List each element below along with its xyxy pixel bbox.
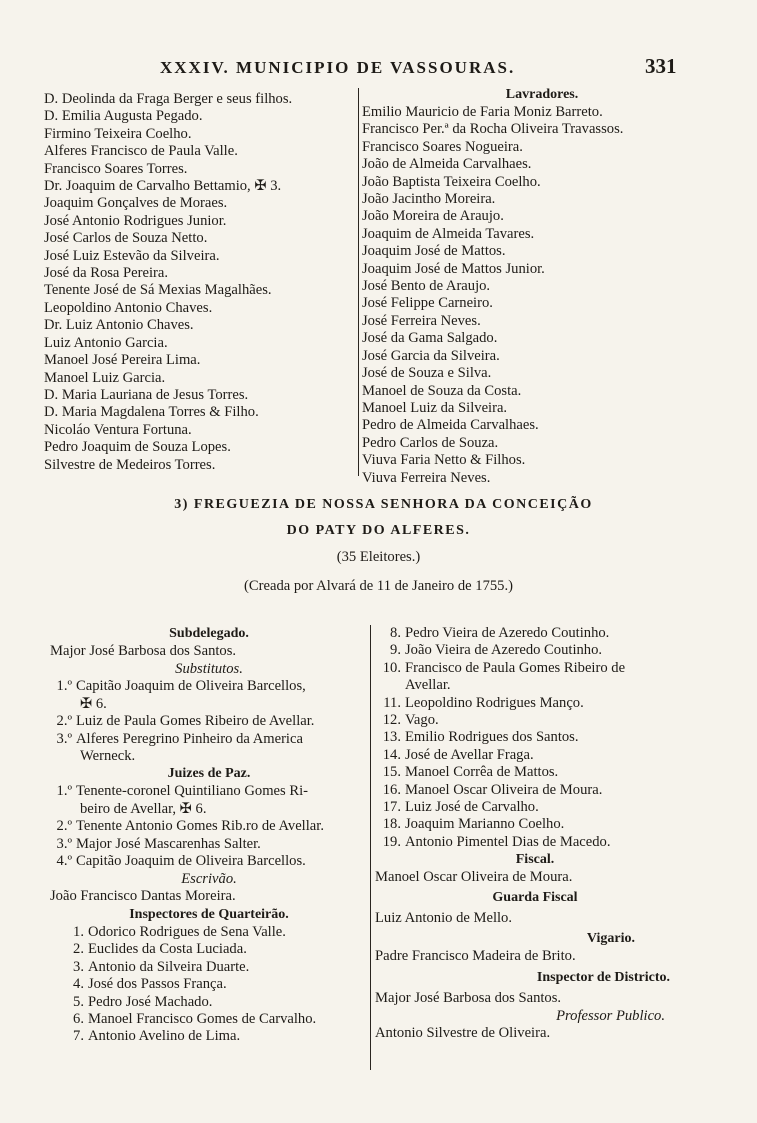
page-number: 331 — [645, 54, 677, 78]
substituto-entry — [50, 713, 368, 730]
entry-continuation: Avellar. — [405, 677, 451, 694]
inspector-entry — [375, 660, 695, 677]
entry-number: 2. — [73, 941, 84, 958]
entry-number: 1.º — [56, 678, 72, 695]
entry-text: Alferes Peregrino Pinheiro da America — [76, 730, 303, 747]
inspector-entry — [62, 959, 368, 976]
entry-text: Pedro José Machado. — [88, 993, 213, 1010]
top-right-column — [362, 86, 692, 487]
entry-text: José de Avellar Fraga. — [405, 746, 534, 763]
substituto-entry — [50, 678, 368, 695]
entry-text: Manoel Francisco Gomes de Carvalho. — [88, 1010, 317, 1027]
resident-entry: Joaquim Gonçalves de Moraes. — [44, 195, 228, 212]
entry-number: 12. — [382, 712, 401, 729]
running-title: XXXIV. MUNICIPIO DE VASSOURAS. — [160, 58, 516, 77]
entry-number: 18. — [382, 816, 401, 833]
inspector-entry — [62, 976, 368, 993]
substitutos-heading: Substitutos. — [175, 661, 243, 678]
column-divider-top — [358, 88, 359, 476]
entry-text: José dos Passos França. — [88, 976, 227, 993]
lavradores-heading: Lavradores. — [505, 87, 579, 102]
resident-entry: Leopoldino Antonio Chaves. — [44, 299, 213, 316]
vigario-name: Padre Francisco Madeira de Brito. — [375, 948, 576, 965]
subdelegado-name: Major José Barbosa dos Santos. — [50, 643, 237, 659]
column-divider-bottom — [370, 625, 371, 1070]
entry-text: Pedro Vieira de Azeredo Coutinho. — [405, 625, 610, 641]
lavrador-entry: Joaquim de Almeida Tavares. — [362, 225, 535, 242]
lavrador-entry: Pedro de Almeida Carvalhaes. — [362, 417, 539, 434]
entry-text: Joaquim Marianno Coelho. — [405, 816, 565, 833]
entry-text: Euclides da Costa Luciada. — [88, 941, 247, 958]
inspector-entry — [375, 816, 695, 833]
top-left-column — [44, 91, 354, 474]
lavrador-entry: José Felippe Carneiro. — [362, 295, 493, 312]
escrivao-name: João Francisco Dantas Moreira. — [50, 888, 236, 905]
entry-number: 19. — [382, 833, 401, 850]
entry-number: 4.º — [56, 853, 72, 870]
resident-entry: Silvestre de Medeiros Torres. — [44, 456, 216, 473]
fiscal-name: Manoel Oscar Oliveira de Moura. — [375, 869, 573, 886]
inspector-entry — [62, 994, 368, 1011]
entry-text: Capitão Joaquim de Oliveira Barcellos. — [76, 853, 306, 870]
lavrador-entry: José Bento de Araujo. — [362, 278, 491, 295]
entry-text: João Vieira de Azeredo Coutinho. — [405, 642, 603, 659]
entry-number: 4. — [73, 976, 84, 993]
inspector-entry — [375, 712, 695, 729]
resident-entry: Luiz Antonio Garcia. — [44, 334, 168, 351]
resident-entry: Dr. Luiz Antonio Chaves. — [44, 317, 194, 334]
resident-entry: Francisco Soares Torres. — [44, 160, 188, 177]
guarda-heading: Guarda Fiscal — [492, 889, 578, 905]
inspector-entry — [62, 1028, 368, 1045]
lavrador-entry: Joaquim José de Mattos. — [362, 243, 506, 260]
entry-number: 7. — [73, 1028, 84, 1045]
entry-text: Major José Mascarenhas Salter. — [76, 835, 261, 852]
creation-note: (Creada por Alvará de 11 de Janeiro de 1755.) — [244, 578, 513, 594]
entry-number: 8. — [390, 625, 401, 641]
lavrador-entry: Francisco Per.ª da Rocha Oliveira Travassos. — [362, 121, 624, 138]
substituto-entry — [50, 731, 368, 748]
entry-text: Odorico Rodrigues de Sena Valle. — [88, 923, 286, 940]
resident-entry: José Antonio Rodrigues Junior. — [44, 212, 227, 229]
resident-entry: D. Emilia Augusta Pegado. — [44, 108, 203, 125]
entry-number: 9. — [390, 642, 401, 659]
entry-text: Manoel Corrêa de Mattos. — [405, 764, 559, 781]
lavrador-entry: José Ferreira Neves. — [362, 312, 481, 329]
lavrador-entry: João Moreira de Araujo. — [362, 208, 504, 225]
entry-text: Tenente Antonio Gomes Rib.ro de Avellar. — [76, 818, 324, 835]
juiz-entry — [50, 783, 368, 800]
lavrador-entry: João Baptista Teixeira Coelho. — [362, 173, 541, 190]
inspector-entry — [375, 729, 695, 746]
resident-entry: D. Deolinda da Fraga Berger e seus filhos. — [44, 91, 293, 107]
section-heading — [0, 497, 757, 595]
fiscal-heading: Fiscal. — [515, 852, 555, 868]
vigario-heading: Vigario. — [586, 931, 635, 947]
entry-number: 3. — [73, 958, 84, 975]
entry-text: Francisco de Paula Gomes Ribeiro de — [405, 659, 626, 676]
guarda-name: Luiz Antonio de Mello. — [375, 909, 513, 926]
lavrador-entry: José Garcia da Silveira. — [362, 347, 500, 364]
resident-entry: Firmino Teixeira Coelho. — [44, 125, 192, 142]
juiz-entry — [50, 836, 368, 853]
lavrador-entry: Manoel de Souza da Costa. — [362, 382, 522, 399]
inspector-entry — [375, 642, 695, 659]
lavrador-entry: José de Souza e Silva. — [362, 365, 492, 382]
inspectores-list-continued — [375, 625, 695, 851]
subdelegado-heading: Subdelegado. — [169, 626, 249, 641]
inspector-entry — [375, 764, 695, 781]
inspector-entry — [375, 782, 695, 799]
entry-continuation: beiro de Avellar, ✠ 6. — [80, 800, 207, 817]
lavrador-entry: José da Gama Salgado. — [362, 330, 498, 347]
section-title-line2: DO PATY DO ALFERES. — [286, 523, 471, 538]
entry-text: Leopoldino Rodrigues Manço. — [405, 694, 584, 711]
lavrador-entry: Viuva Ferreira Neves. — [362, 469, 491, 486]
electors-count: (35 Eleitores.) — [336, 549, 421, 565]
lavrador-entry: Pedro Carlos de Souza. — [362, 434, 499, 451]
inspectores-list — [50, 924, 368, 1046]
inspector-entry — [62, 924, 368, 941]
entry-number: 16. — [382, 781, 401, 798]
entry-continuation: Werneck. — [80, 748, 136, 765]
lavrador-entry: Francisco Soares Nogueira. — [362, 138, 523, 155]
entry-text: Vago. — [405, 712, 439, 729]
inspector-entry — [375, 834, 695, 851]
resident-entry: Alferes Francisco de Paula Valle. — [44, 143, 238, 160]
entry-text: Luiz de Paula Gomes Ribeiro de Avellar. — [76, 713, 315, 730]
lavrador-entry: Viuva Faria Netto & Filhos. — [362, 452, 526, 469]
inspector-entry — [62, 1011, 368, 1028]
entry-text: Antonio Pimentel Dias de Macedo. — [405, 833, 611, 850]
bottom-left-column — [50, 625, 368, 1046]
entry-number: 3.º — [56, 730, 72, 747]
entry-text: Capitão Joaquim de Oliveira Barcellos, — [76, 678, 306, 695]
entry-number: 3.º — [56, 835, 72, 852]
entry-number: 17. — [382, 799, 401, 816]
juiz-entry — [50, 853, 368, 870]
lavrador-entry: João de Almeida Carvalhaes. — [362, 156, 532, 173]
entry-continuation: ✠ 6. — [80, 695, 107, 712]
inspectores-heading: Inspectores de Quarteirão. — [129, 906, 289, 922]
entry-text: Manoel Oscar Oliveira de Moura. — [405, 781, 603, 798]
lavrador-entry: Manoel Luiz da Silveira. — [362, 399, 508, 416]
resident-entry: José Carlos de Souza Netto. — [44, 230, 208, 247]
resident-entry: Manoel Luiz Garcia. — [44, 369, 166, 386]
lavradores-list — [362, 104, 692, 487]
resident-entry: D. Maria Magdalena Torres & Filho. — [44, 404, 259, 421]
resident-entry: Manoel José Pereira Lima. — [44, 352, 201, 369]
entry-number: 1. — [73, 923, 84, 940]
professor-heading: Professor Publico. — [556, 1007, 665, 1024]
entry-number: 1.º — [56, 783, 72, 800]
inspector-entry — [375, 799, 695, 816]
substitutos-list — [50, 678, 368, 765]
entry-text: Emilio Rodrigues dos Santos. — [405, 729, 579, 746]
entry-number: 2.º — [56, 818, 72, 835]
resident-entry: José Luiz Estevão da Silveira. — [44, 247, 220, 264]
resident-entry: José da Rosa Pereira. — [44, 265, 169, 282]
entry-number: 13. — [382, 729, 401, 746]
bottom-right-column — [375, 625, 695, 1042]
inspector-entry — [375, 747, 695, 764]
juizes-heading: Juizes de Paz. — [167, 766, 251, 782]
entry-text: Luiz José de Carvalho. — [405, 799, 539, 816]
resident-entry: Dr. Joaquim de Carvalho Bettamio, ✠ 3. — [44, 178, 282, 195]
entry-number: 2.º — [56, 713, 72, 730]
juiz-entry — [50, 818, 368, 835]
entry-number: 10. — [382, 659, 401, 676]
entry-number: 14. — [382, 746, 401, 763]
resident-entry: Tenente José de Sá Mexias Magalhães. — [44, 282, 272, 299]
inspector-heading: Inspector de Districto. — [536, 969, 670, 985]
entry-text: Antonio Avelino de Lima. — [88, 1028, 241, 1045]
lavrador-entry: Emilio Mauricio de Faria Moniz Barreto. — [362, 104, 603, 120]
entry-text: Antonio da Silveira Duarte. — [88, 958, 250, 975]
entry-text: Tenente-coronel Quintiliano Gomes Ri- — [76, 783, 309, 800]
inspector-entry — [375, 625, 695, 642]
lavrador-entry: João Jacintho Moreira. — [362, 191, 496, 208]
resident-entry: D. Maria Lauriana de Jesus Torres. — [44, 386, 249, 403]
section-title-line1: 3) FREGUEZIA DE NOSSA SENHORA DA CONCEIÇÃO — [174, 497, 593, 512]
entry-number: 5. — [73, 993, 84, 1010]
escrivao-heading: Escrivão. — [181, 871, 237, 888]
entry-number: 6. — [73, 1010, 84, 1027]
lavrador-entry: Joaquim José de Mattos Junior. — [362, 260, 545, 277]
resident-entry: Pedro Joaquim de Souza Lopes. — [44, 439, 231, 456]
page-header — [0, 54, 757, 84]
juizes-list — [50, 783, 368, 870]
inspector-name: Major José Barbosa dos Santos. — [375, 989, 562, 1006]
resident-entry: Nicoláo Ventura Fortuna. — [44, 421, 192, 438]
inspector-entry — [62, 941, 368, 958]
professor-name: Antonio Silvestre de Oliveira. — [375, 1024, 551, 1041]
entry-number: 11. — [383, 694, 401, 711]
inspector-entry — [375, 695, 695, 712]
entry-number: 15. — [382, 764, 401, 781]
